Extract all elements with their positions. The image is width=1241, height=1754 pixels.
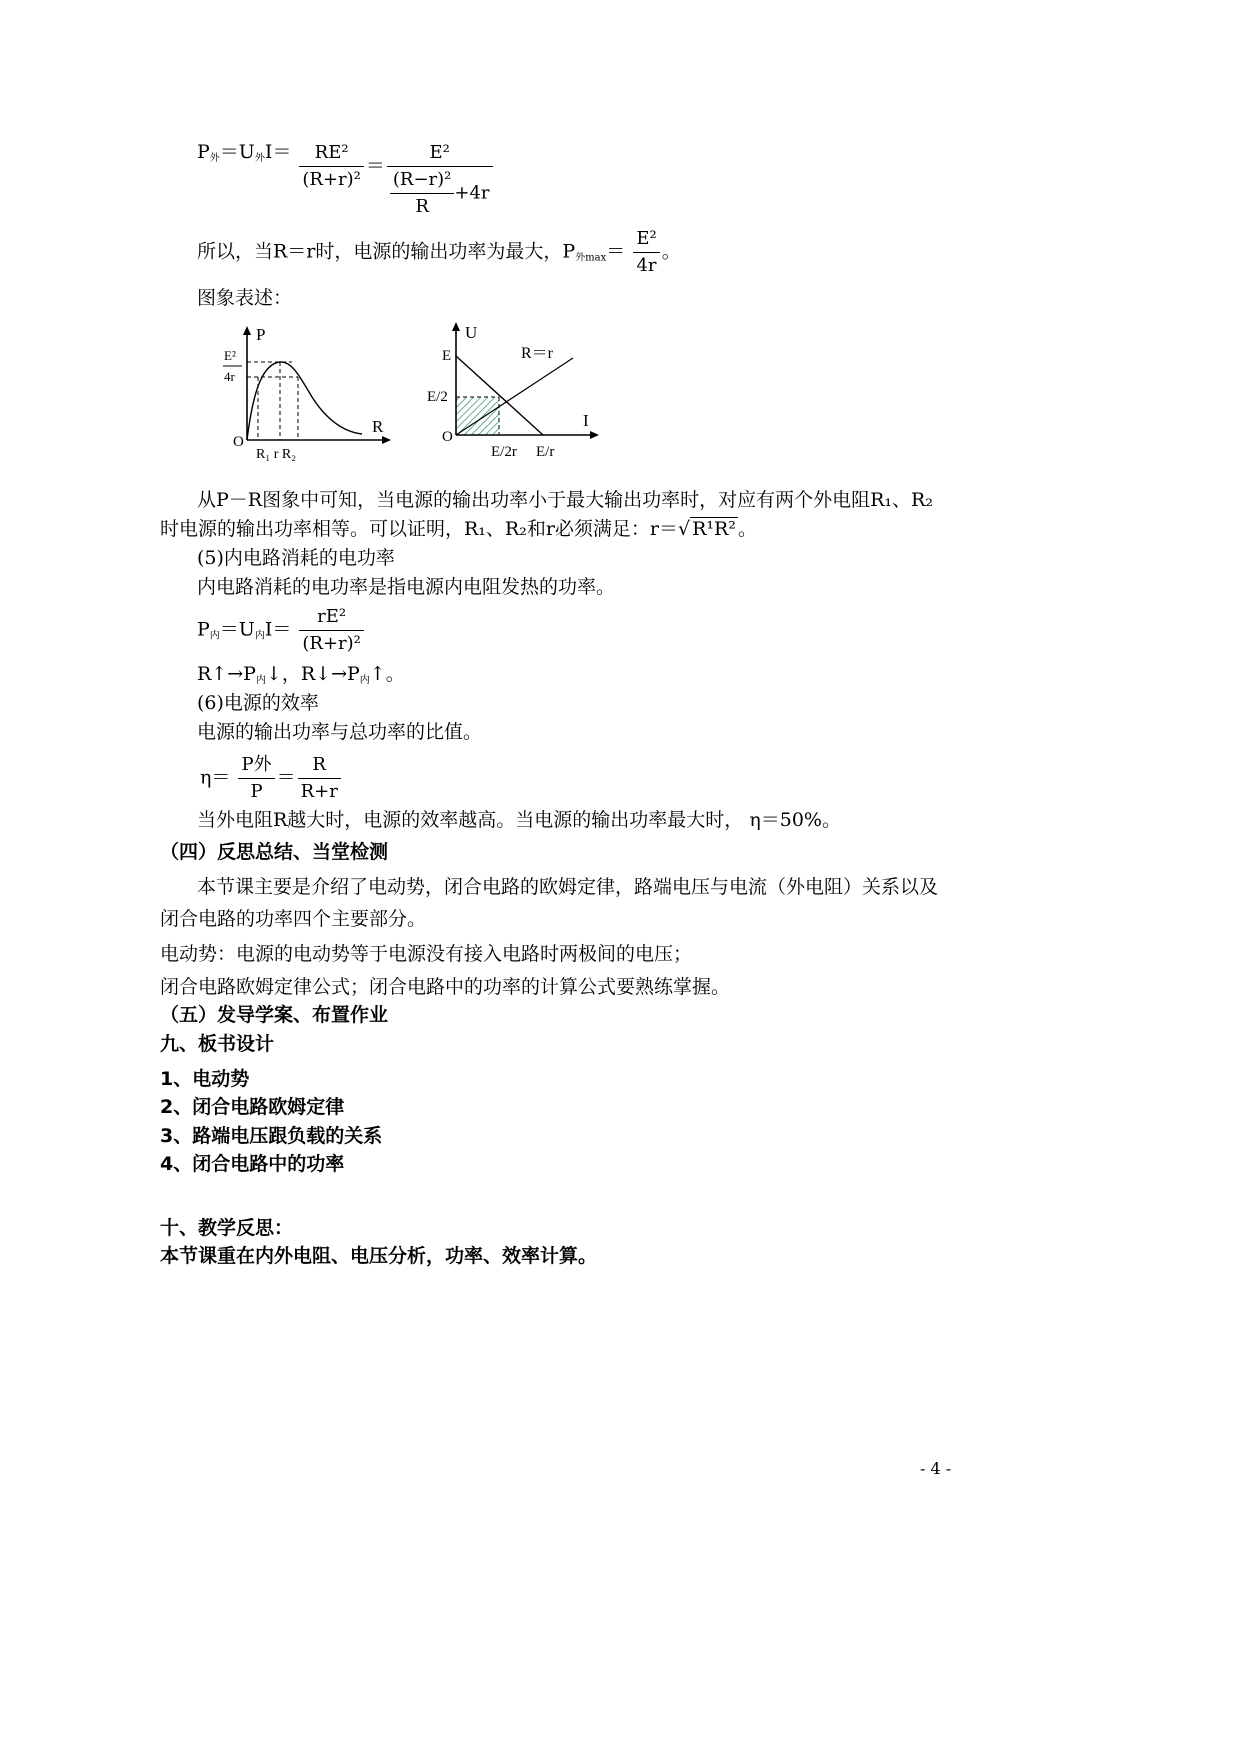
arrows-line: $R↑\to P_内↓$，$R↓\to P_内↑$。 (197, 663, 405, 686)
section-6-desc: 电源的输出功率与总功率的比值。 (197, 721, 483, 743)
efficiency-note: 当外电阻R越大时，电源的效率越高。当电源的输出功率最大时， η＝50%。 (197, 809, 841, 831)
r-marks: R₁ r R₂ (256, 447, 297, 462)
section-5-desc: 内电路消耗的电功率是指电源内电阻发热的功率。 (197, 576, 616, 598)
formula-efficiency: η＝ $\frac{\text{P外}}{P}$ ＝ $\frac{R}{R+r}$ (200, 752, 343, 805)
formula-p-out: $P_外=U_外I=$ $\frac{\text{RE²}}{\text{(R+r)²}}$ ＝ E² $\frac{\text{(R−r)²}}{R}$ +4r (197, 140, 495, 220)
p-r-curve (247, 362, 362, 440)
u-i-graph (425, 318, 605, 464)
summary-line2: 闭合电路的功率四个主要部分。 (160, 908, 427, 930)
e-over-r-label: E/r (536, 444, 555, 460)
heading-9: 九、板书设计 (160, 1033, 275, 1055)
i-axis-label: I (583, 411, 589, 430)
pr-paragraph-line1: 从P－R图象中可知，当电源的输出功率小于最大输出功率时，对应有两个外电阻R₁、R₂ (197, 489, 933, 511)
heading-4: （四）反思总结、当堂检测 (160, 841, 389, 863)
e-label: E (442, 348, 452, 364)
max-power-line: 所以，当R＝r时，电源的输出功率为最大，$P_{外max}=$ $\frac{\text{E²}}{4r}$ 。 (197, 226, 681, 279)
r-equals-r-label: R＝r (521, 345, 554, 362)
board-item-3: 3、路端电压跟负载的关系 (160, 1125, 383, 1147)
u-axis-label: U (465, 323, 478, 342)
fraction-e2: E² $\frac{\text{(R−r)²}}{R}$ +4r (387, 140, 493, 220)
ohm-law-line: 闭合电路欧姆定律公式；闭合电路中的功率的计算公式要熟练掌握。 (160, 976, 731, 998)
heading-10: 十、教学反思： (160, 1217, 294, 1239)
p-axis-label: P (256, 325, 266, 344)
p-r-graph (220, 322, 395, 464)
reflection-text: 本节课重在内外电阻、电压分析，功率、效率计算。 (160, 1245, 598, 1267)
page-number: - 4 - (920, 1459, 952, 1478)
ui-origin-label: O (442, 429, 453, 445)
section-6-title: (6)电源的效率 (197, 692, 319, 714)
summary-line1: 本节课主要是介绍了电动势，闭合电路的欧姆定律，路端电压与电流（外电阻）关系以及 (197, 876, 939, 898)
pr-paragraph-line2: 时电源的输出功率相等。可以证明，R₁、R₂和r必须满足：r＝√ R¹R² 。 (160, 518, 757, 540)
board-item-1: 1、电动势 (160, 1068, 250, 1090)
board-item-4: 4、闭合电路中的功率 (160, 1153, 345, 1175)
formula-p-in: $P_内=U_内I=$ $\frac{\text{rE²}}{\text{(R+r)²}}$ (197, 604, 366, 657)
half-e-label: E/2 (427, 389, 448, 405)
peak-denominator: 4r (224, 369, 235, 384)
emf-line: 电动势：电源的电动势等于电源没有接入电路时两极间的电压； (160, 943, 693, 965)
fraction-re2: $\frac{\text{RE²}}{\text{(R+r)²}}$ (299, 140, 364, 193)
peak-numerator: E² (224, 348, 236, 363)
image-description-label: 图象表述： (197, 287, 293, 309)
e-over-2r-label: E/2r (491, 444, 517, 460)
board-item-2: 2、闭合电路欧姆定律 (160, 1096, 345, 1118)
heading-5: （五）发导学案、布置作业 (160, 1004, 389, 1026)
p-origin-label: O (233, 434, 244, 450)
power-hatch-area (456, 397, 499, 435)
section-5-title: (5)内电路消耗的电功率 (197, 547, 395, 569)
r-axis-label: R (372, 417, 384, 436)
